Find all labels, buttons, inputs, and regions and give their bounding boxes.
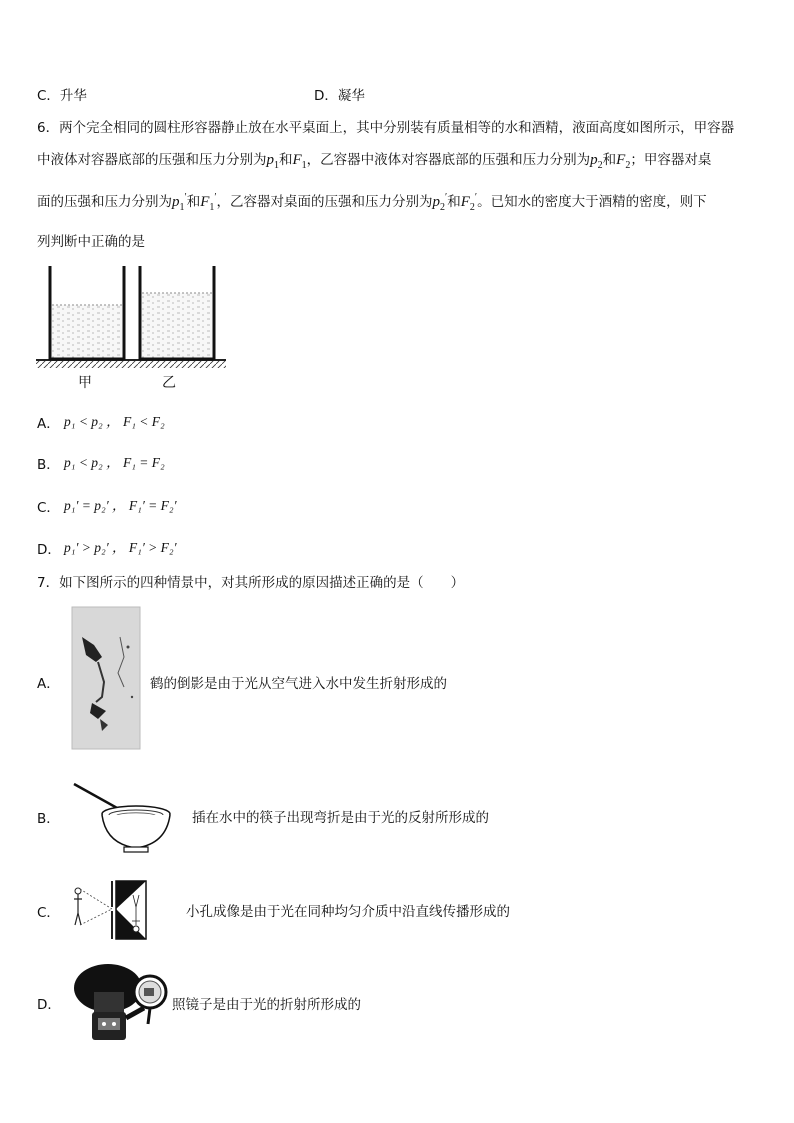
q7-option-c-label: C． <box>37 905 60 921</box>
q6-option-b-expr: p₁ < p₂ ， F₁ = F₂ <box>64 455 165 470</box>
label-jia: 甲 <box>78 375 92 391</box>
q7-option-a-text: 鹤的倒影是由于光从空气进入水中发生折射形成的 <box>150 676 447 692</box>
q6-option-a-label: A． <box>37 416 60 432</box>
q6-stem-line3: 面的压强和压力分别为$p_1'$和$F_1'$，乙容器对桌面的压强和压力分别为$p_2'$和$F_2'$。已知水的密度大于酒精的密度，则下 <box>37 192 707 213</box>
mirror-person-image <box>72 962 168 1042</box>
q6-option-c-label: C． <box>37 500 60 516</box>
q6-option-d-expr: p₁′ > p₂′ ， F₁′ > F₂′ <box>64 540 177 555</box>
chopstick-bowl-image <box>72 780 172 855</box>
q5-option-d: D．凝华 <box>314 88 365 104</box>
q7-option-b-text: 插在水中的筷子出现弯折是由于光的反射所形成的 <box>192 810 489 826</box>
q7-option-c-text: 小孔成像是由于光在同种均匀介质中沿直线传播形成的 <box>186 904 510 920</box>
crane-reflection-image <box>72 607 140 749</box>
label-yi: 乙 <box>162 375 176 391</box>
q7-option-d-label: D． <box>37 997 61 1013</box>
q6-option-c-expr: p₁′ = p₂′ ， F₁′ = F₂′ <box>64 498 177 513</box>
q6-option-d-label: D． <box>37 542 61 558</box>
q7-option-a-label: A． <box>37 676 60 692</box>
q6-stem-line2: 中液体对容器底部的压强和压力分别为$p_1$和$F_1$，乙容器中液体对容器底部的压强和压力分别为$p_2$和$F_2$；甲容器对桌 <box>37 152 712 171</box>
pinhole-camera-image <box>70 879 170 941</box>
q7-stem: 7．如下图所示的四种情景中，对其所形成的原因描述正确的是（ ） <box>37 575 465 591</box>
q5-option-c: C．升华 <box>37 88 87 104</box>
q7-option-b-label: B． <box>37 811 60 827</box>
containers-figure <box>36 262 236 382</box>
q6-stem-line1: 6．两个完全相同的圆柱形容器静止放在水平桌面上，其中分别装有质量相等的水和酒精，液面高度如图所示，甲容器 <box>37 120 735 136</box>
q6-option-b-label: B． <box>37 457 60 473</box>
q6-option-a-expr: p₁ < p₂ ， F₁ < F₂ <box>64 414 165 429</box>
q6-stem-line4: 列判断中正确的是 <box>37 234 145 250</box>
q7-option-d-text: 照镜子是由于光的折射所形成的 <box>172 997 361 1013</box>
